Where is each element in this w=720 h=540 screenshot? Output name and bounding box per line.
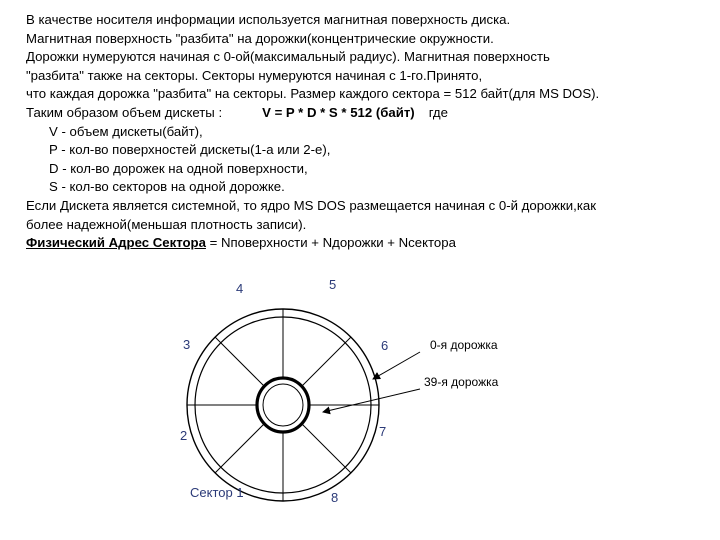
definition-s: S - кол-во секторов на одной дорожке. — [49, 179, 285, 195]
sector-line-bottom-right — [301, 423, 351, 473]
track-39-circle — [263, 384, 303, 426]
sector-label-6: 6 — [381, 338, 389, 353]
track-39-label: 39-я дорожка — [424, 375, 499, 389]
sector-line-top-right — [301, 337, 351, 387]
where-word: где — [428, 104, 448, 120]
track-0-arrow — [373, 352, 420, 379]
volume-formula: V = P * D * S * 512 (байт) — [262, 104, 415, 120]
definition-p: P - кол-во поверхностей дискеты(1-а или 2-е), — [49, 142, 331, 158]
track-0-label: 0-я дорожка — [430, 338, 498, 352]
sector-label-7: 7 — [379, 424, 387, 439]
text-line-11: Если Дискета является системной, то ядро MS DOS размещается начиная с 0-й дорожки,как — [26, 197, 597, 213]
text-line-5: что каждая дорожка "разбита" на секторы. Размер каждого сектора = 512 байт(для MS DOS). — [26, 86, 600, 102]
sector-divider-lines — [187, 309, 379, 501]
text-line-2: Магнитная поверхность "разбита" на дорожки(концентрические окружности. — [26, 30, 494, 46]
physical-address-formula: = Nповерхности + Nдорожки + Nсектора — [205, 235, 456, 251]
sector-label-5: 5 — [329, 277, 337, 292]
sector-label-1: Сектор 1 — [190, 485, 244, 500]
sector-label-8: 8 — [331, 490, 339, 505]
text-line-3: Дорожки нумеруются начиная с 0-ой(максимальный радиус). Магнитная поверхность — [26, 49, 550, 65]
sector-line-bottom-left — [215, 423, 265, 473]
physical-address-label: Физический Адрес Сектора — [26, 235, 206, 251]
definition-d: D - кол-во дорожек на одной поверхности, — [49, 160, 308, 176]
sector-label-2: 2 — [180, 428, 188, 443]
text-line-12: более надежной(меньшая плотность записи). — [26, 216, 307, 232]
text-line-4: "разбита" также на секторы. Секторы нумеруются начиная с 1-го.Принято, — [26, 67, 483, 83]
volume-intro: Таким образом объем дискеты : — [26, 104, 223, 120]
definition-v: V - объем дискеты(байт), — [49, 123, 203, 139]
sector-label-4: 4 — [236, 281, 244, 296]
text-line-1: В качестве носителя информации используется магнитная поверхность диска. — [26, 12, 511, 27]
sector-label-3: 3 — [183, 337, 191, 352]
sector-line-top-left — [215, 337, 265, 387]
